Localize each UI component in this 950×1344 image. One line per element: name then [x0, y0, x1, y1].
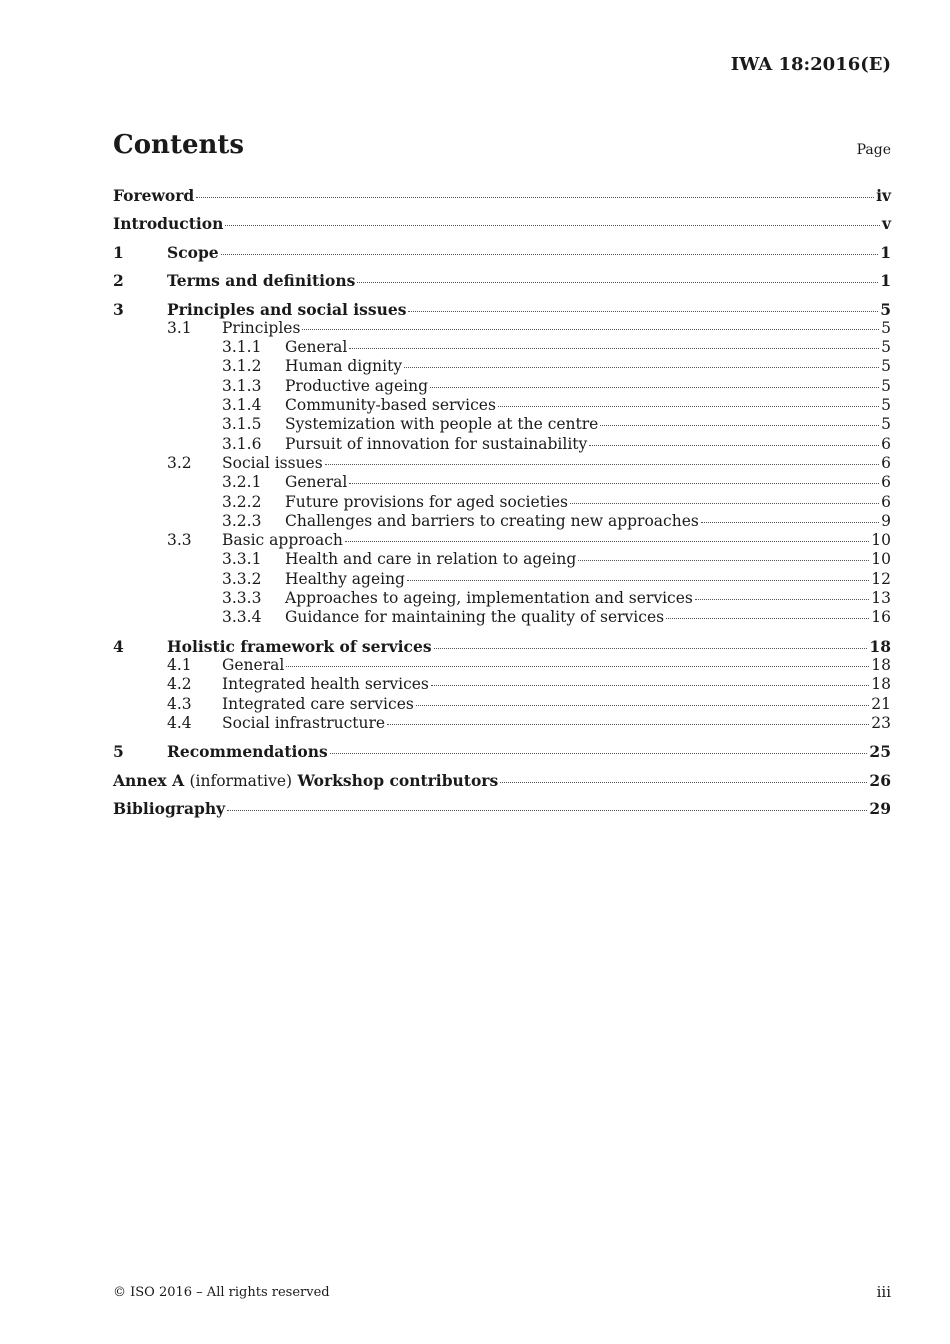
toc-entry-number: 4.4 — [167, 713, 192, 732]
toc-entry-page: 9 — [881, 511, 891, 530]
toc-entry-title: Basic approach — [222, 531, 343, 550]
toc-entry-number: 3.3 — [167, 531, 192, 550]
leader-dots — [430, 387, 879, 388]
toc-entry-title: Challenges and barriers to creating new approaches — [285, 511, 699, 530]
toc-entry-page: 1 — [880, 242, 891, 262]
annex-type: (informative) — [189, 771, 293, 790]
page-title: Contents — [113, 130, 245, 160]
toc-entry-number: 1 — [113, 242, 124, 262]
toc-entry-number: 4 — [113, 636, 124, 656]
toc-entry-3-3-4[interactable] — [113, 608, 891, 636]
toc-entry-number: 3.1.2 — [222, 357, 262, 376]
toc-entry-number: 5 — [113, 742, 124, 762]
toc-entry-page: 6 — [881, 473, 891, 492]
table-of-contents — [113, 186, 891, 827]
toc-entry-number: 3.1.1 — [222, 338, 262, 357]
page-column-label: Page — [856, 142, 891, 158]
toc-entry-title: Pursuit of innovation for sustainability — [285, 434, 588, 453]
toc-entry-page: 10 — [871, 531, 891, 550]
toc-entry-title: General — [222, 656, 285, 674]
toc-entry-title: Healthy ageing — [285, 569, 405, 588]
toc-entry-number: 3.1.3 — [222, 376, 262, 395]
leader-dots — [408, 311, 878, 312]
toc-entry-4-1[interactable] — [113, 656, 891, 675]
toc-entry-page: 18 — [871, 675, 891, 694]
toc-entry-page: 21 — [871, 694, 891, 713]
toc-entry-3-3[interactable] — [113, 531, 891, 550]
toc-entry-page: 6 — [881, 453, 891, 472]
toc-entry-number: 3.3.1 — [222, 550, 262, 569]
toc-entry-annex-a[interactable] — [113, 771, 891, 799]
leader-dots — [387, 724, 869, 725]
toc-entry-title: Human dignity — [285, 357, 403, 376]
toc-entry-title: General — [285, 473, 348, 492]
toc-entry-recommendations[interactable] — [113, 742, 891, 770]
toc-entry-title — [113, 771, 498, 791]
toc-entry-introduction[interactable] — [113, 214, 891, 242]
toc-entry-page: 25 — [869, 742, 891, 762]
toc-entry-number: 3.3.3 — [222, 589, 262, 608]
toc-entry-4-2[interactable] — [113, 675, 891, 694]
toc-entry-4-4[interactable] — [113, 714, 891, 742]
toc-entry-number: 3.2 — [167, 453, 192, 472]
toc-entry-page: 23 — [871, 713, 891, 732]
toc-entry-bibliography[interactable] — [113, 799, 891, 827]
toc-entry-holistic-framework[interactable] — [113, 637, 891, 656]
toc-entry-title: Introduction — [113, 214, 224, 234]
toc-entry-title: Community-based services — [285, 396, 496, 415]
toc-entry-3-2-2[interactable] — [113, 493, 891, 512]
page-number: iii — [876, 1283, 891, 1301]
toc-entry-page: 18 — [871, 656, 891, 674]
leader-dots — [434, 648, 868, 649]
leader-dots — [349, 483, 879, 484]
toc-entry-number: 3.2.2 — [222, 492, 262, 511]
toc-entry-page: 5 — [881, 396, 891, 415]
toc-entry-number: 3.1.5 — [222, 415, 262, 434]
leader-dots — [416, 705, 869, 706]
toc-entry-page: 29 — [869, 799, 891, 819]
toc-entry-title: Guidance for maintaining the quality of services — [285, 608, 665, 627]
toc-entry-3-2[interactable] — [113, 454, 891, 473]
toc-entry-3-1-3[interactable] — [113, 377, 891, 396]
toc-entry-page: 5 — [880, 299, 891, 319]
toc-entry-title: Principles — [222, 318, 301, 337]
toc-entry-title: Terms and definitions — [167, 271, 356, 291]
toc-entry-title: Social infrastructure — [222, 713, 386, 732]
toc-entry-title: Foreword — [113, 186, 195, 205]
toc-entry-3-1-6[interactable] — [113, 435, 891, 454]
toc-entry-title: Integrated health services — [222, 675, 429, 694]
toc-entry-number: 3.1.4 — [222, 396, 262, 415]
toc-entry-3-3-1[interactable] — [113, 550, 891, 569]
toc-entry-page: v — [881, 214, 891, 234]
toc-entry-foreword[interactable] — [113, 186, 891, 214]
toc-entry-title: Future provisions for aged societies — [285, 492, 568, 511]
leader-dots — [221, 254, 879, 255]
leader-dots — [498, 406, 879, 407]
toc-entry-page: 5 — [881, 338, 891, 357]
leader-dots — [286, 666, 869, 667]
copyright-notice: © ISO 2016 – All rights reserved — [113, 1285, 330, 1300]
toc-entry-3-1-1[interactable] — [113, 338, 891, 357]
leader-dots — [578, 560, 869, 561]
toc-entry-page: 26 — [869, 770, 891, 790]
toc-entry-page: 1 — [880, 271, 891, 291]
toc-entry-page: 6 — [881, 434, 891, 453]
toc-entry-title: Bibliography — [113, 799, 226, 819]
toc-entry-number: 3.2.3 — [222, 511, 262, 530]
leader-dots — [500, 782, 867, 783]
toc-entry-3-2-1[interactable] — [113, 473, 891, 492]
toc-entry-page: 18 — [869, 636, 891, 656]
toc-entry-title: Integrated care services — [222, 694, 414, 713]
toc-entry-title: Productive ageing — [285, 376, 428, 395]
toc-entry-3-3-2[interactable] — [113, 570, 891, 589]
toc-entry-page: 16 — [871, 608, 891, 627]
toc-entry-page: 5 — [881, 376, 891, 395]
toc-entry-page: iv — [876, 186, 891, 205]
toc-entry-page: 10 — [871, 550, 891, 569]
toc-entry-title: Principles and social issues — [167, 299, 407, 319]
leader-dots — [196, 197, 874, 198]
toc-entry-principles-social[interactable] — [113, 300, 891, 319]
toc-entry-title: Recommendations — [167, 742, 328, 762]
leader-dots — [701, 522, 879, 523]
toc-entry-number: 3.3.2 — [222, 569, 262, 588]
toc-entry-number: 4.2 — [167, 675, 192, 694]
leader-dots — [666, 618, 869, 619]
leader-dots — [407, 580, 869, 581]
toc-entry-title: General — [285, 338, 348, 357]
toc-entry-number: 3.2.1 — [222, 473, 262, 492]
leader-dots — [600, 425, 879, 426]
toc-entry-title: Holistic framework of services — [167, 636, 432, 656]
toc-entry-3-2-3[interactable] — [113, 512, 891, 531]
leader-dots — [330, 753, 868, 754]
toc-entry-4-3[interactable] — [113, 695, 891, 714]
leader-dots — [431, 685, 869, 686]
toc-entry-title: Scope — [167, 242, 219, 262]
toc-entry-3-1-4[interactable] — [113, 396, 891, 415]
leader-dots — [227, 810, 867, 811]
leader-dots — [345, 541, 869, 542]
toc-entry-page: 5 — [881, 415, 891, 434]
annex-title: Workshop contributors — [297, 770, 499, 790]
toc-entry-terms[interactable] — [113, 271, 891, 299]
annex-prefix: Annex A — [113, 770, 185, 790]
leader-dots — [357, 282, 878, 283]
toc-entry-3-3-3[interactable] — [113, 589, 891, 608]
leader-dots — [695, 599, 869, 600]
toc-entry-page: 13 — [871, 589, 891, 608]
toc-entry-scope[interactable] — [113, 243, 891, 271]
leader-dots — [325, 464, 879, 465]
toc-entry-3-1-5[interactable] — [113, 415, 891, 434]
toc-entry-title: Social issues — [222, 453, 323, 472]
toc-entry-number: 2 — [113, 271, 124, 291]
toc-entry-3-1-2[interactable] — [113, 357, 891, 376]
leader-dots — [302, 329, 879, 330]
leader-dots — [349, 348, 879, 349]
toc-entry-page: 5 — [881, 318, 891, 337]
leader-dots — [404, 367, 879, 368]
leader-dots — [589, 445, 879, 446]
toc-entry-title: Approaches to ageing, implementation and services — [285, 589, 693, 608]
toc-entry-number: 3.1.6 — [222, 434, 262, 453]
toc-entry-number: 4.3 — [167, 694, 192, 713]
leader-dots — [225, 225, 880, 226]
toc-entry-number: 3.3.4 — [222, 608, 262, 627]
toc-entry-page: 12 — [871, 569, 891, 588]
toc-entry-number: 4.1 — [167, 656, 192, 674]
document-id: IWA 18:2016(E) — [730, 54, 891, 75]
toc-entry-number: 3 — [113, 299, 124, 319]
toc-entry-number: 3.1 — [167, 318, 192, 337]
toc-entry-title: Systemization with people at the centre — [285, 415, 599, 434]
toc-entry-title: Health and care in relation to ageing — [285, 550, 577, 569]
toc-entry-page: 6 — [881, 492, 891, 511]
leader-dots — [570, 503, 879, 504]
toc-entry-page: 5 — [881, 357, 891, 376]
toc-entry-3-1[interactable] — [113, 319, 891, 338]
